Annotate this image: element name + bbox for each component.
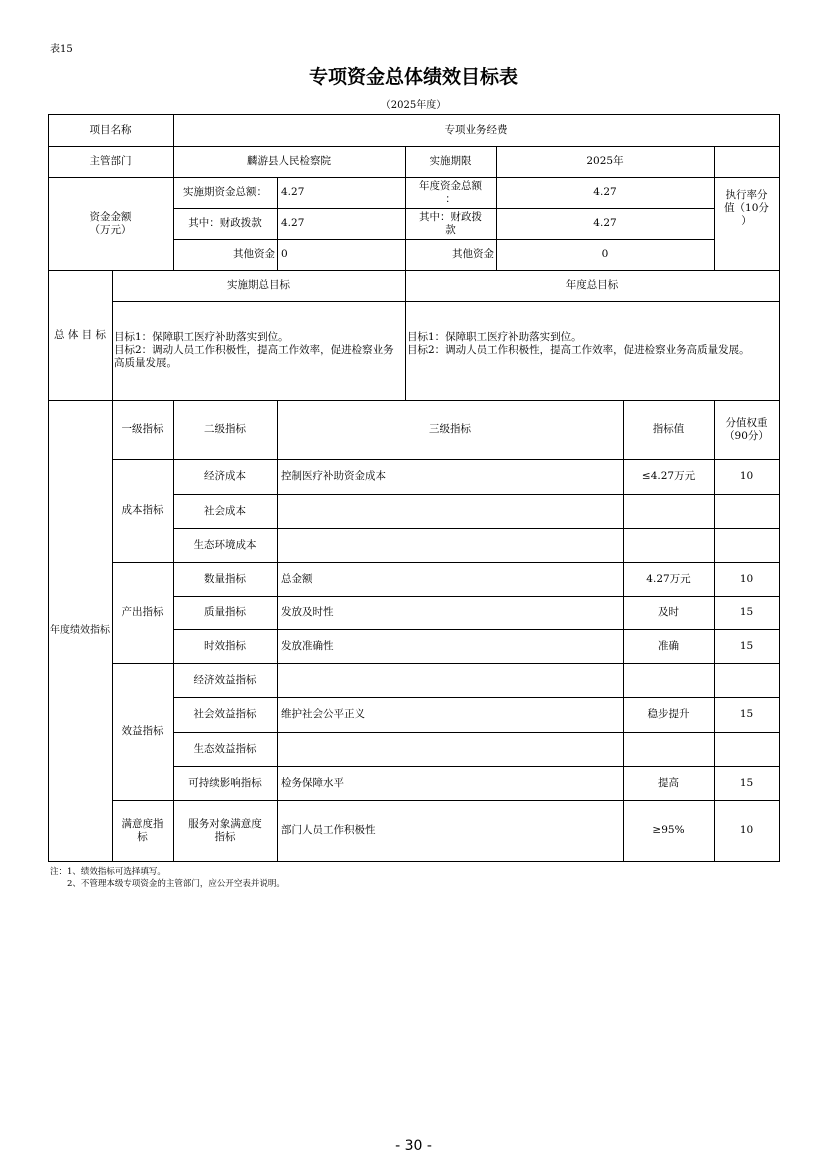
level3-cell (277, 663, 623, 697)
level3-cell: 检务保障水平 (281, 776, 344, 789)
total-impl-value: 4.27 (281, 186, 305, 198)
overall-goal-label: 总 体 目 标 (53, 328, 106, 341)
level2-cell: 服务对象满意度 指标 (188, 817, 262, 843)
value-cell (623, 494, 714, 528)
fiscal-annual-label: 其中：财政拨 款 (419, 210, 482, 236)
level1-output: 产出指标 (121, 606, 164, 618)
level2-cell: 经济效益指标 (193, 673, 257, 686)
level3-cell: 发放准确性 (281, 639, 334, 652)
header-weight: 分值权重 （90分） (724, 416, 769, 442)
weight-cell (714, 494, 779, 528)
level3-cell: 维护社会公平正义 (281, 708, 365, 720)
value-cell: 及时 (658, 606, 679, 618)
weight-cell: 10 (739, 470, 754, 482)
value-cell: ≤4.27万元 (641, 470, 696, 482)
header-level1: 一级指标 (121, 423, 164, 435)
level2-cell: 社会效益指标 (193, 708, 257, 720)
level1-benefit: 效益指标 (121, 725, 164, 737)
project-name-label: 项目名称 (89, 123, 132, 136)
weight-cell: 15 (739, 606, 754, 618)
level1-satisfaction: 满意度指 标 (121, 817, 164, 843)
level2-cell: 时效指标 (204, 639, 246, 652)
weight-cell (714, 528, 779, 562)
level3-cell: 控制医疗补助资金成本 (281, 470, 386, 482)
page-title: 专项资金总体绩效目标表 (308, 66, 518, 88)
other-annual-value: 0 (601, 248, 609, 260)
level3-cell: 总金额 (281, 572, 313, 585)
period-label: 实施期限 (429, 155, 472, 167)
impl-goal-header: 实施期总目标 (227, 279, 290, 291)
value-cell: ≥95% (652, 824, 685, 836)
other-label: 其他资金 (233, 248, 275, 260)
weight-cell: 15 (739, 776, 754, 789)
level2-cell: 生态效益指标 (193, 742, 257, 755)
level3-cell: 发放及时性 (281, 606, 334, 618)
value-cell (623, 528, 714, 562)
header-value: 指标值 (652, 423, 685, 435)
fiscal-label: 其中：财政拨款 (188, 217, 262, 229)
annual-perf-label: 年度绩效指标 (50, 625, 110, 636)
impl-goal-text: 目标1：保障职工医疗补助落实到位。 目标2：调动人员工作积极性，提高工作效率，促进检察业务高质量发展。 (114, 331, 394, 369)
level3-cell (277, 528, 623, 562)
level2-cell: 社会成本 (204, 504, 246, 517)
exec-rate-label: 执行率分 值（10分 ） (724, 188, 769, 227)
year-note: （2025年度） (380, 100, 447, 111)
dept-label: 主管部门 (89, 155, 132, 167)
header-level3: 三级指标 (429, 423, 471, 435)
annual-total-label: 年度资金总额 ： (419, 179, 482, 205)
value-cell: 4.27万元 (646, 572, 691, 585)
weight-cell (714, 663, 779, 697)
weight-cell (714, 732, 779, 766)
footnote-2: 2、不管理本级专项资金的主管部门，应公开空表并说明。 (50, 879, 285, 889)
table-number: 表15 (50, 44, 73, 55)
level2-cell: 可持续影响指标 (188, 776, 262, 789)
period-value: 2025年 (586, 155, 624, 167)
level2-cell: 经济成本 (204, 470, 246, 482)
level2-cell: 生态环境成本 (193, 538, 257, 551)
value-cell: 提高 (658, 776, 679, 789)
annual-goal-header: 年度总目标 (565, 279, 619, 291)
weight-cell: 15 (739, 708, 754, 720)
annual-total-value: 4.27 (593, 186, 617, 198)
value-cell: 准确 (658, 639, 679, 652)
project-name-value: 专项业务经费 (444, 123, 508, 136)
total-impl-label: 实施期资金总额： (183, 186, 267, 198)
annual-goal-text: 目标1：保障职工医疗补助落实到位。 目标2：调动人员工作积极性，提高工作效率，促进检察业务高质量发展。 (407, 331, 750, 356)
value-cell (623, 663, 714, 697)
other-impl-value: 0 (281, 248, 288, 260)
other-annual-label: 其他资金 (452, 248, 494, 260)
fiscal-annual-value: 4.27 (593, 217, 617, 229)
level2-cell: 质量指标 (204, 606, 246, 618)
weight-cell: 15 (739, 639, 754, 652)
funds-label: 资金金额 （万元） (89, 210, 132, 236)
fiscal-impl-value: 4.27 (281, 217, 305, 229)
level1-cost: 成本指标 (121, 504, 164, 516)
level2-cell: 数量指标 (204, 572, 246, 585)
value-cell: 稳步提升 (647, 708, 690, 720)
grid-line (48, 861, 780, 862)
header-level2: 二级指标 (204, 423, 246, 435)
page-number: - 30 - (395, 1138, 432, 1154)
weight-cell: 10 (739, 572, 754, 585)
level3-cell (277, 732, 623, 766)
dept-value: 麟游县人民检察院 (247, 155, 331, 167)
value-cell (623, 732, 714, 766)
weight-cell: 10 (739, 824, 754, 836)
level3-cell (277, 494, 623, 528)
footnotes (50, 866, 285, 890)
grid-line (779, 114, 780, 862)
footnote-1: 注：1、绩效指标可选择填写。 (50, 867, 166, 877)
level3-cell: 部门人员工作积极性 (281, 824, 376, 836)
